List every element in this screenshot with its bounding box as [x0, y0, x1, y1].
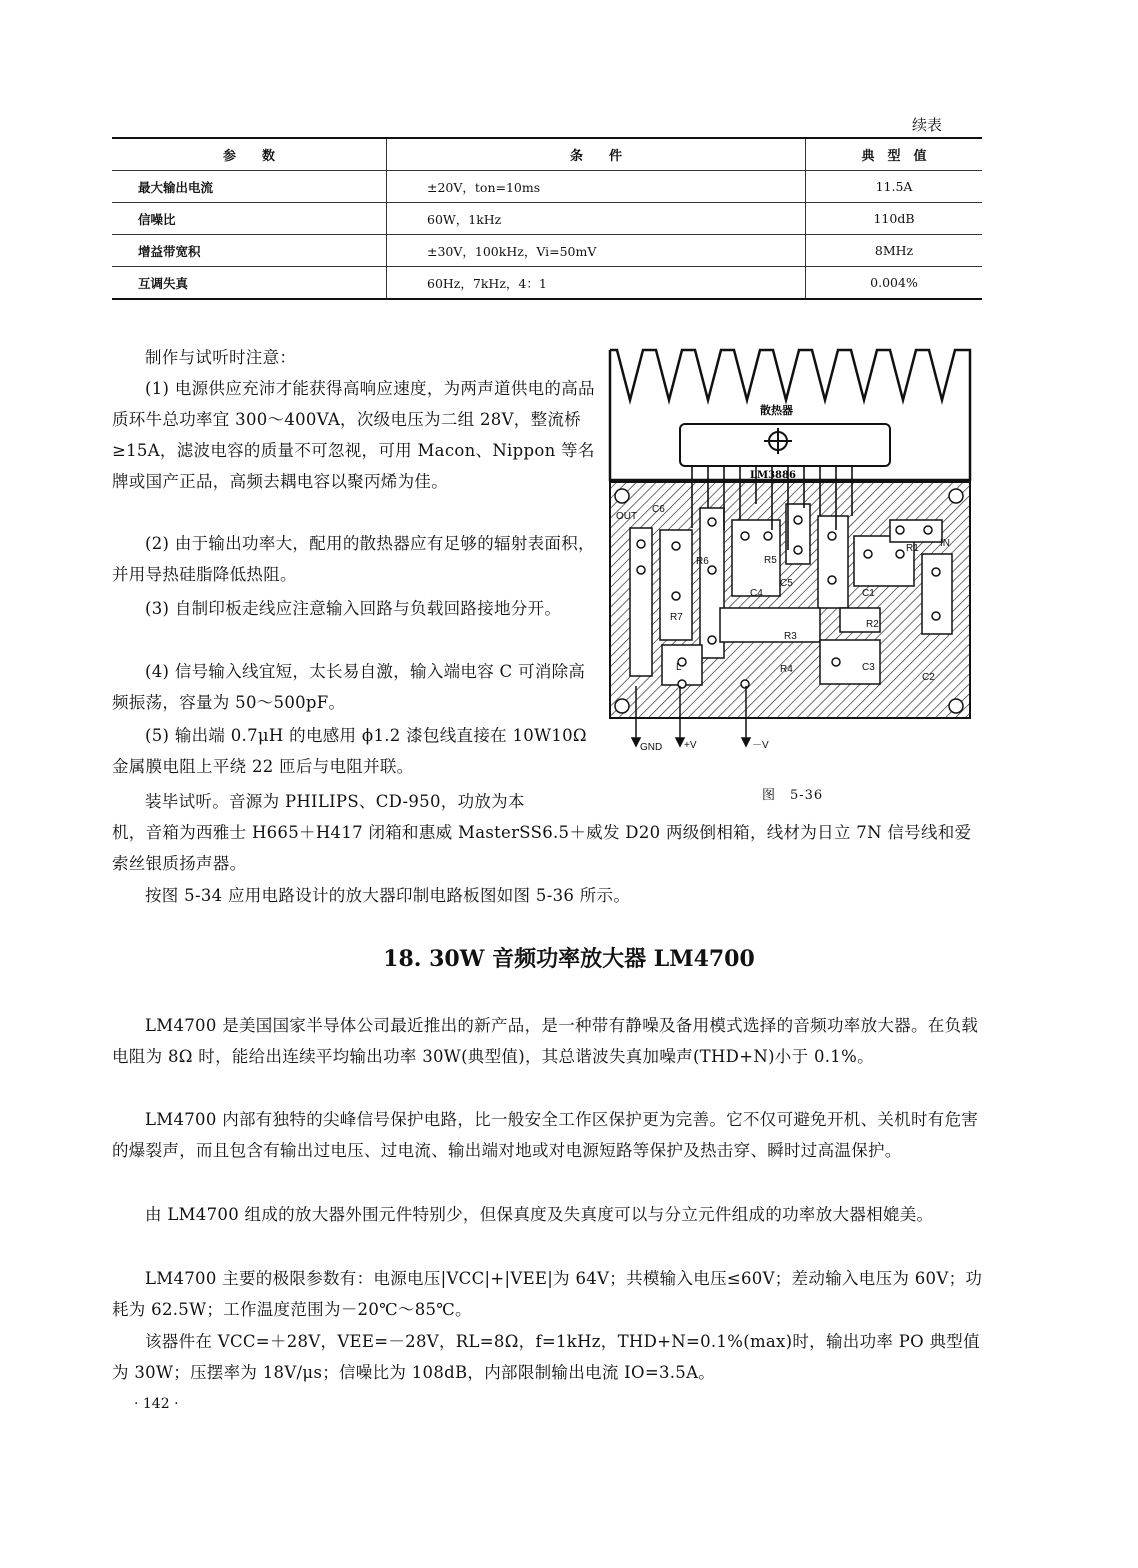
- label-vplus: +V: [684, 740, 697, 751]
- heatsink-label: 散热器: [760, 404, 793, 417]
- label-c3: C3: [862, 662, 875, 673]
- note-item-1: (1) 电源供应充沛才能获得高响应速度，为两声道供电的高品质环牛总功率宜 300～400VA，次级电压为二组 28V，整流桥≥15A，滤波电容的质量不可忽视，可用 Macon、Nippon 等名牌或国产正品，高频去耦电容以聚丙烯为佳。: [112, 379, 595, 491]
- notes-title: 制作与试听时注意：: [145, 348, 297, 367]
- chip-label: LM3886: [750, 470, 796, 481]
- table-cell: 60Hz，7kHz，4：1: [387, 267, 806, 300]
- figure-reference: 按图 5-34 应用电路设计的放大器印制电路板图如图 5-36 所示。: [145, 886, 631, 905]
- note-item-4: (4) 信号输入线宜短，太长易自激，输入端电容 C 可消除高频振荡，容量为 50～500pF。: [112, 662, 586, 712]
- header-parameter: 参 数: [112, 138, 387, 171]
- table-cell: 0.004%: [806, 267, 983, 300]
- page-number: · 142 ·: [134, 1396, 179, 1412]
- listening-detail: 机，音箱为西雅士 H665＋H417 闭箱和惠威 MasterSS6.5＋威发 D20 两级倒相箱，线材为日立 7N 信号线和爱索丝银质扬声器。: [112, 823, 972, 873]
- table-cell: 互调失真: [112, 267, 387, 300]
- table-cell: 60W，1kHz: [387, 203, 806, 235]
- listening-intro: 装毕试听。音源为 PHILIPS、CD-950，功放为本: [145, 792, 525, 811]
- section-paragraph-3: 由 LM4700 组成的放大器外围元件特别少，但保真度及失真度可以与分立元件组成的功率放大器相媲美。: [145, 1205, 934, 1224]
- section-paragraph-2: LM4700 内部有独特的尖峰信号保护电路，比一般安全工作区保护更为完善。它不仅可避免开机、关机时有危害的爆裂声，而且包含有输出过电压、过电流、输出端对地或对电源短路等保护及热击穿、瞬时过高温保护。: [112, 1110, 979, 1160]
- table-row: [112, 203, 982, 235]
- label-c2: C2: [922, 672, 935, 683]
- label-r2: R2: [866, 619, 879, 630]
- table-cell: 最大输出电流: [112, 171, 387, 203]
- label-c4: C4: [750, 588, 763, 599]
- table-cell: 110dB: [806, 203, 983, 235]
- section-paragraph-4: LM4700 主要的极限参数有：电源电压|VCC|+|VEE|为 64V；共模输入电压≤60V；差动输入电压为 60V；功耗为 62.5W；工作温度范围为－20℃～85℃。: [112, 1269, 983, 1319]
- label-out: OUT: [616, 511, 638, 522]
- label-r4: R4: [780, 664, 793, 675]
- note-item-2: (2) 由于输出功率大，配用的散热器应有足够的辐射表面积，并用导热硅脂降低热阻。: [112, 534, 595, 584]
- note-item-3: (3) 自制印板走线应注意输入回路与负载回路接地分开。: [145, 599, 562, 618]
- section-paragraph-1: LM4700 是美国国家半导体公司最近推出的新产品，是一种带有静噪及备用模式选择的音频功率放大器。在负载电阻为 8Ω 时，能给出连续平均输出功率 30W(典型值)，其总谐波失真加噪声(THD+N)小于 0.1%。: [112, 1016, 979, 1066]
- table-cell: 增益带宽积: [112, 235, 387, 267]
- table-row: [112, 171, 982, 203]
- table-cell: 信噪比: [112, 203, 387, 235]
- label-r3: R3: [784, 631, 797, 642]
- table-cell: 8MHz: [806, 235, 983, 267]
- table-cell: ±20V，ton=10ms: [387, 171, 806, 203]
- table-cell: 11.5A: [806, 171, 983, 203]
- note-item-5: (5) 输出端 0.7μH 的电感用 ϕ1.2 漆包线直接在 10W10Ω 金属膜电阻上平绕 22 匝后与电阻并联。: [112, 726, 587, 776]
- label-r1: R1: [906, 543, 919, 554]
- section-heading: 18. 30W 音频功率放大器 LM4700: [383, 946, 755, 972]
- table-header-row: [112, 138, 982, 171]
- label-c5: C5: [780, 578, 793, 589]
- table-row: [112, 235, 982, 267]
- pcb-layout-figure: [600, 340, 980, 760]
- section-paragraph-5: 该器件在 VCC=＋28V，VEE=－28V，RL=8Ω，f=1kHz，THD+N=0.1%(max)时，输出功率 PO 典型值为 30W；压摆率为 18V/μs；信噪比为 108dB，内部限制输出电流 IO=3.5A。: [112, 1332, 980, 1382]
- header-condition: 条 件: [387, 138, 806, 171]
- label-in: IN: [940, 538, 950, 549]
- label-c6: C6: [652, 504, 665, 515]
- header-typical: 典 型 值: [806, 138, 983, 171]
- label-r5: R5: [764, 555, 777, 566]
- label-l: L: [676, 662, 682, 673]
- table-cell: ±30V，100kHz，Vi=50mV: [387, 235, 806, 267]
- figure-caption: 图 5-36: [762, 788, 824, 803]
- parameter-table: [112, 137, 982, 300]
- label-vminus: －V: [752, 740, 769, 751]
- label-r6: R6: [696, 556, 709, 567]
- label-r7: R7: [670, 612, 683, 623]
- table-row: [112, 267, 982, 300]
- label-gnd: GND: [640, 742, 663, 753]
- label-c1: C1: [862, 588, 875, 599]
- continued-label: 续表: [912, 116, 943, 134]
